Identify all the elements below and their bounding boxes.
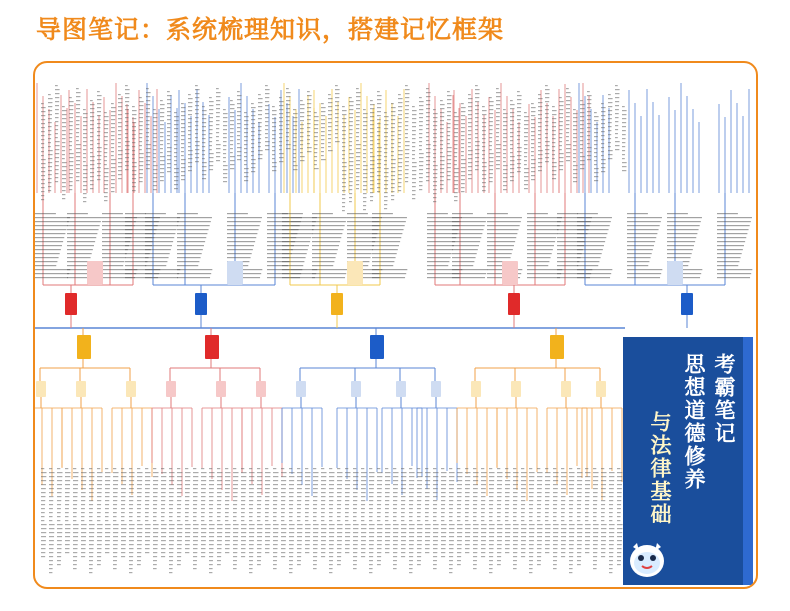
page-headline: 导图笔记：系统梳理知识，搭建记忆框架 <box>36 15 505 44</box>
book-cover-panel <box>623 337 753 585</box>
leaf-text <box>337 468 343 565</box>
leaf-text <box>481 468 487 557</box>
leaf-text <box>454 112 459 201</box>
leaf-text <box>313 468 319 569</box>
leaf-text <box>137 468 143 565</box>
leaf-text <box>185 468 191 553</box>
leaf-text <box>393 468 399 569</box>
leaf-text <box>146 88 151 169</box>
chapter-tag <box>205 335 219 359</box>
sub-tag <box>87 261 103 285</box>
leaf-text <box>489 468 495 573</box>
leaf-text <box>369 468 375 573</box>
leaf-text <box>209 97 214 170</box>
leaf-text <box>385 468 391 553</box>
mascot-icon <box>627 537 667 579</box>
leaf-text <box>473 468 479 569</box>
node-text-block <box>627 213 662 278</box>
leaf-text <box>475 85 480 170</box>
sub-tag <box>296 381 306 397</box>
leaf-text <box>241 468 247 557</box>
leaf-text <box>457 468 463 565</box>
chapter-tag <box>65 293 77 315</box>
leaf-text <box>272 106 277 171</box>
sub-tag <box>471 381 481 397</box>
sub-tag <box>256 381 266 397</box>
node-text-block <box>145 213 180 278</box>
leaf-text <box>577 468 583 565</box>
leaf-text <box>461 103 466 192</box>
sub-tag <box>561 381 571 397</box>
node-text-block <box>312 213 347 278</box>
cover-brand: 考霸笔记 <box>712 353 736 445</box>
leaf-text <box>617 468 623 565</box>
leaf-text <box>97 468 103 565</box>
leaf-text <box>441 468 447 557</box>
leaf-text <box>281 468 287 557</box>
leaf-text <box>69 97 74 190</box>
leaf-text <box>405 85 410 182</box>
leaf-text <box>538 94 543 171</box>
leaf-text <box>433 468 439 569</box>
node-text-block <box>177 213 212 278</box>
leaf-text <box>580 100 585 169</box>
node-text-block <box>577 213 612 278</box>
node-text-block <box>372 213 407 278</box>
leaf-text <box>321 468 327 557</box>
leaf-text <box>489 97 494 182</box>
leaf-text <box>145 468 151 553</box>
sub-tag <box>351 381 361 397</box>
leaf-text <box>510 100 515 181</box>
leaf-text <box>553 468 559 569</box>
sub-tag <box>431 381 441 397</box>
leaf-text <box>537 468 543 565</box>
leaf-text <box>230 100 235 169</box>
leaf-text <box>113 468 119 569</box>
leaf-text <box>305 468 311 553</box>
leaf-text <box>496 88 501 169</box>
chapter-tag <box>550 335 564 359</box>
sub-tag <box>502 261 518 285</box>
leaf-text <box>62 106 67 199</box>
leaf-text <box>398 94 403 191</box>
leaf-text <box>233 468 239 569</box>
chapter-tag <box>195 293 207 315</box>
chapter-tag <box>331 293 343 315</box>
leaf-text <box>265 468 271 553</box>
leaf-text <box>426 88 431 181</box>
leaf-text <box>57 468 63 565</box>
leaf-text <box>201 468 207 557</box>
leaf-text <box>622 106 627 171</box>
leaf-text <box>225 468 231 553</box>
chapter-tag <box>681 293 693 315</box>
sub-tag <box>347 261 363 285</box>
leaf-text <box>353 468 359 569</box>
node-text-block <box>717 213 752 278</box>
leaf-text <box>90 100 95 189</box>
leaf-text <box>419 97 424 190</box>
sub-tag <box>216 381 226 397</box>
leaf-text <box>335 85 340 142</box>
sub-tag <box>596 381 606 397</box>
leaf-text <box>188 94 193 171</box>
leaf-text <box>293 109 298 170</box>
leaf-text <box>465 468 471 553</box>
leaf-text <box>160 100 165 181</box>
leaf-text <box>55 85 60 182</box>
chapter-tag <box>508 293 520 315</box>
leaf-text <box>425 468 431 553</box>
leaf-text <box>505 468 511 553</box>
leaf-text <box>594 112 599 181</box>
sub-tag <box>227 261 243 285</box>
leaf-text <box>356 88 361 189</box>
leaf-text <box>139 97 144 182</box>
leaf-text <box>105 468 111 553</box>
sub-tag <box>126 381 136 397</box>
leaf-text <box>111 103 116 192</box>
leaf-text <box>559 97 564 170</box>
leaf-text <box>609 468 615 573</box>
leaf-text <box>216 88 221 161</box>
leaf-text <box>361 468 367 557</box>
leaf-text <box>561 468 567 557</box>
leaf-text <box>174 112 179 189</box>
cover-title-line1: 思想道德修养 <box>682 353 706 491</box>
chapter-tag <box>77 335 91 359</box>
leaf-text <box>521 468 527 557</box>
leaf-text <box>569 468 575 573</box>
leaf-text <box>209 468 215 573</box>
leaf-text <box>497 468 503 565</box>
sub-tag <box>36 381 46 397</box>
leaf-text <box>615 85 620 150</box>
leaf-text <box>289 468 295 573</box>
leaf-text <box>529 468 535 573</box>
leaf-text <box>193 468 199 569</box>
sub-tag <box>166 381 176 397</box>
mind-map-poster <box>33 61 758 589</box>
node-text-block <box>452 213 487 278</box>
chapter-tag <box>370 335 384 359</box>
leaf-text <box>377 468 383 565</box>
leaf-text <box>593 468 599 569</box>
leaf-text <box>273 468 279 569</box>
leaf-text <box>409 468 415 573</box>
sub-tag <box>667 261 683 285</box>
leaf-text <box>244 112 249 181</box>
leaf-text <box>73 468 79 569</box>
leaf-text <box>513 468 519 569</box>
leaf-text <box>524 112 529 189</box>
leaf-text <box>449 468 455 573</box>
leaf-text <box>329 468 335 573</box>
cover-title-line2: 与法律基础 <box>648 411 672 526</box>
leaf-text <box>223 109 228 182</box>
leaf-text <box>153 468 159 569</box>
leaf-text <box>412 106 417 199</box>
leaf-text <box>417 468 423 565</box>
leaf-text <box>349 97 354 202</box>
leaf-text <box>321 103 326 160</box>
leaf-text <box>104 112 109 201</box>
sub-tag <box>511 381 521 397</box>
leaf-text <box>517 91 522 172</box>
node-text-block <box>35 213 70 278</box>
sub-tag <box>396 381 406 397</box>
leaf-text <box>76 88 81 181</box>
leaf-text <box>585 468 591 553</box>
cover-stripe <box>743 337 753 585</box>
leaf-text <box>345 468 351 553</box>
leaf-text <box>65 468 71 553</box>
leaf-text <box>566 88 571 161</box>
leaf-text <box>545 468 551 553</box>
leaf-text <box>314 112 319 169</box>
leaf-text <box>447 91 452 180</box>
leaf-text <box>161 468 167 557</box>
sub-tag <box>76 381 86 397</box>
